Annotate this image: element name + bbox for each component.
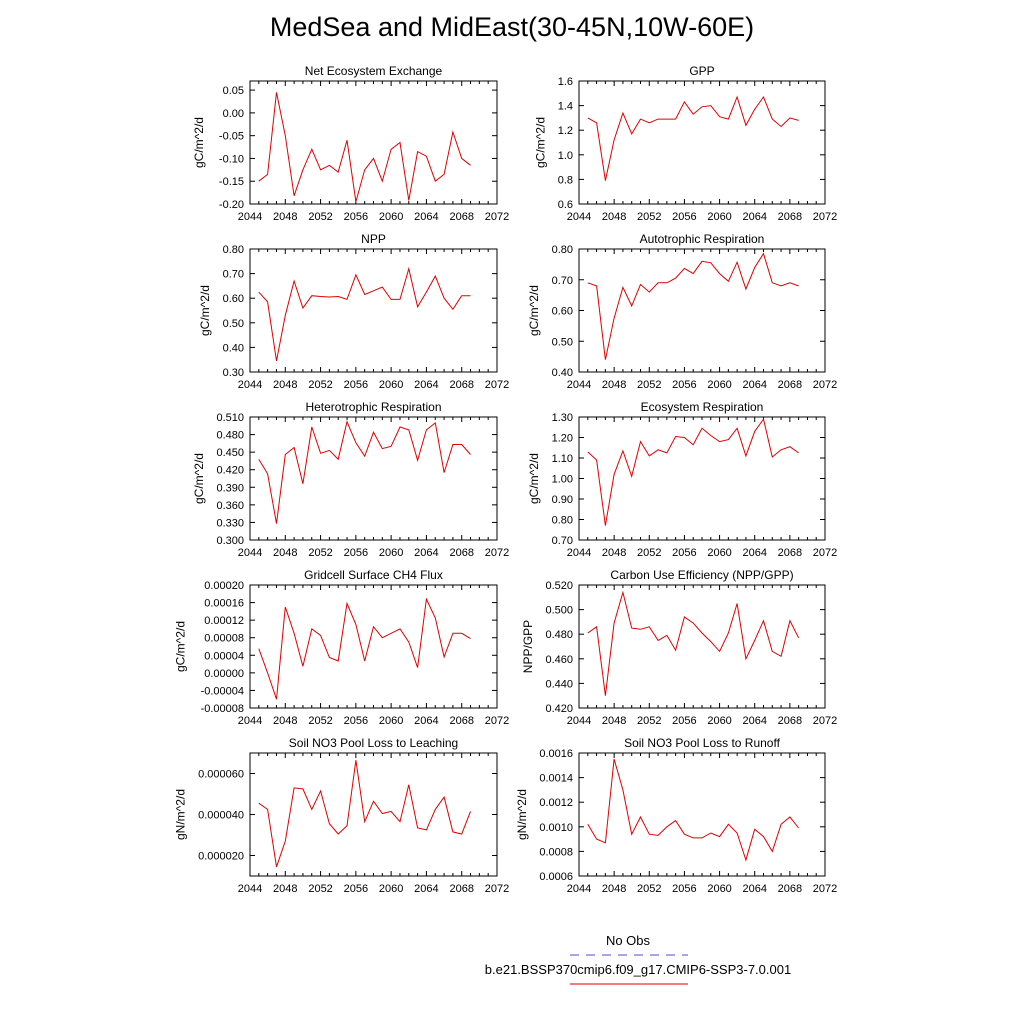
x-tick-label: 2056 [343,715,369,727]
x-tick-label: 2064 [742,547,767,559]
y-tick-label: -0.00008 [200,703,244,715]
y-axis-label: gN/m^2/d [173,789,188,840]
y-tick-label: -0.10 [218,153,244,166]
y-tick-label: 1.10 [551,453,573,465]
y-tick-label: 0.480 [216,429,244,442]
x-tick-label: 2060 [378,883,404,895]
y-tick-label: 0.520 [545,580,573,592]
x-tick-label: 2056 [343,211,369,223]
y-tick-label: 0.00020 [204,580,244,592]
x-tick-label: 2056 [672,547,697,559]
x-tick-label: 2048 [273,379,298,391]
x-tick-label: 2064 [742,379,767,391]
x-tick-label: 2072 [484,211,510,223]
y-tick-label: 0.40 [222,342,244,355]
x-tick-label: 2064 [742,883,767,895]
y-tick-label: 0.80 [222,244,244,256]
panel-7 [173,568,509,727]
series-line [588,419,799,525]
x-tick-label: 2060 [378,379,404,391]
y-tick-label: 0.500 [545,604,573,617]
x-tick-label: 2068 [777,211,803,223]
x-tick-label: 2068 [449,883,474,895]
y-tick-label: -0.05 [218,130,244,143]
y-tick-label: 0.0012 [539,797,573,810]
y-tick-label: 0.70 [222,268,244,281]
y-tick-label: 0.460 [545,653,573,666]
x-tick-label: 2060 [378,715,404,727]
plot-frame [579,417,825,540]
x-tick-label: 2056 [672,211,697,223]
y-tick-label: 0.00000 [204,667,244,680]
y-axis-label: gC/m^2/d [198,285,213,336]
y-tick-label: 0.00008 [204,632,244,645]
x-tick-label: 2060 [378,547,404,559]
x-tick-label: 2052 [308,883,333,895]
x-tick-label: 2048 [273,547,298,559]
plot-frame [250,753,497,876]
x-tick-label: 2052 [308,211,333,223]
y-tick-label: 0.440 [545,678,573,691]
plot-frame [579,81,825,204]
x-tick-label: 2064 [414,211,439,223]
x-tick-label: 2072 [484,715,510,727]
x-tick-label: 2052 [637,379,662,391]
y-tick-label: 0.00012 [204,615,244,628]
y-tick-label: 1.00 [551,473,573,486]
y-axis-label: gC/m^2/d [192,453,206,504]
y-tick-label: 0.50 [551,336,573,349]
x-tick-label: 2056 [343,883,369,895]
x-tick-label: 2064 [742,715,767,727]
plot-frame [250,417,497,540]
series-line [588,254,799,360]
y-axis-label: gC/m^2/d [533,117,548,168]
x-tick-label: 2068 [777,883,803,895]
x-tick-label: 2060 [378,211,404,223]
x-tick-label: 2044 [566,547,592,559]
x-tick-label: 2044 [237,883,263,895]
y-tick-label: 0.6 [557,199,573,211]
x-tick-label: 2048 [273,211,298,223]
series-line [588,759,799,860]
legend-obs-label: No Obs [605,933,651,948]
x-tick-label: 2064 [414,883,439,895]
y-tick-label: 0.0008 [539,846,573,859]
plot-frame [250,81,497,204]
x-tick-label: 2072 [812,715,838,727]
y-tick-label: 1.2 [557,125,573,138]
y-tick-label: 1.20 [551,432,573,445]
panel-title: Soil NO3 Pool Loss to Runoff [624,736,780,750]
y-tick-label: 0.00004 [204,650,244,663]
plot-frame [250,585,497,708]
figure-title: MedSea and MidEast(30-45N,10W-60E) [269,12,755,42]
x-tick-label: 2068 [449,379,474,391]
x-tick-label: 2072 [484,883,510,895]
x-tick-label: 2072 [812,211,838,223]
series-line [259,269,471,361]
y-tick-label: 0.05 [222,85,244,98]
x-tick-label: 2052 [637,715,662,727]
y-tick-label: 0.60 [551,305,573,318]
panel-title: NPP [361,232,386,246]
panel-2 [533,64,837,223]
y-tick-label: 1.4 [557,100,573,113]
y-tick-label: 0.0006 [539,871,573,883]
plot-frame [579,585,825,708]
panel-title: Ecosystem Respiration [640,400,764,414]
x-tick-label: 2060 [707,547,732,559]
x-tick-label: 2068 [777,379,803,391]
x-tick-label: 2060 [707,379,732,391]
y-tick-label: 0.50 [222,317,244,330]
x-tick-label: 2068 [449,211,474,223]
x-tick-label: 2044 [566,715,592,727]
x-tick-label: 2056 [343,379,369,391]
x-tick-label: 2064 [414,379,439,391]
panel-10 [515,736,837,895]
y-tick-label: 1.30 [551,412,573,424]
y-tick-label: 0.60 [222,293,244,306]
panel-title: Carbon Use Efficiency (NPP/GPP) [610,568,794,582]
y-axis-label: gC/m^2/d [527,453,542,504]
y-tick-label: 0.300 [216,535,244,547]
x-tick-label: 2072 [812,883,838,895]
x-tick-label: 2072 [484,379,510,391]
panel-5 [192,400,509,559]
series-line [588,592,799,695]
y-tick-label: 0.390 [216,482,244,495]
x-tick-label: 2044 [566,211,592,223]
x-tick-label: 2064 [414,715,439,727]
x-tick-label: 2056 [343,547,369,559]
y-tick-label: 0.40 [551,367,573,379]
x-tick-label: 2064 [414,547,439,559]
y-tick-label: 0.330 [216,517,244,530]
x-tick-label: 2048 [273,883,298,895]
y-tick-label: -0.20 [218,199,244,211]
y-tick-label: 0.0016 [539,748,573,760]
y-tick-label: 1.6 [557,76,573,88]
x-tick-label: 2048 [601,883,627,895]
x-tick-label: 2044 [237,715,263,727]
plot-frame [579,753,825,876]
panel-title: Gridcell Surface CH4 Flux [304,568,443,582]
x-tick-label: 2048 [601,715,627,727]
panel-1 [192,64,509,223]
x-tick-label: 2048 [273,715,298,727]
y-tick-label: 0.0010 [539,821,573,834]
panel-9 [173,736,509,895]
x-tick-label: 2072 [484,547,510,559]
y-tick-label: 0.420 [216,464,244,477]
series-line [259,760,471,867]
y-tick-label: -0.15 [218,176,244,189]
x-tick-label: 2044 [237,211,263,223]
y-axis-label: gC/m^2/d [192,117,206,168]
y-tick-label: 0.70 [551,274,573,287]
panel-4 [527,232,837,391]
y-tick-label: 0.8 [557,174,573,187]
series-line [259,92,471,201]
x-tick-label: 2044 [237,379,263,391]
x-tick-label: 2068 [777,715,803,727]
x-tick-label: 2048 [601,211,627,223]
y-tick-label: 1.0 [557,149,573,162]
panel-3 [198,232,509,391]
y-tick-label: 0.80 [551,244,573,256]
legend-model-label: b.e21.BSSP370cmip6.f09_g17.CMIP6-SSP3-7.0.001 [484,962,792,977]
y-tick-label: 0.000060 [198,768,244,781]
x-tick-label: 2044 [237,547,263,559]
y-axis-label: gC/m^2/d [173,621,188,672]
y-tick-label: 0.480 [545,629,573,642]
x-tick-label: 2052 [637,211,662,223]
panel-title: Soil NO3 Pool Loss to Leaching [288,736,459,750]
y-tick-label: 0.510 [216,412,244,424]
x-tick-label: 2068 [777,547,803,559]
x-tick-label: 2044 [566,883,592,895]
x-tick-label: 2068 [449,715,474,727]
x-tick-label: 2072 [812,547,838,559]
y-tick-label: 0.420 [545,703,573,715]
x-tick-label: 2048 [601,547,627,559]
x-tick-label: 2072 [812,379,838,391]
y-tick-label: 0.00 [222,107,244,120]
y-tick-label: 0.000040 [198,809,244,822]
y-tick-label: 0.00016 [204,597,244,610]
y-tick-label: 0.000020 [198,850,244,863]
x-tick-label: 2060 [707,883,732,895]
x-tick-label: 2052 [308,379,333,391]
x-tick-label: 2052 [637,883,662,895]
x-tick-label: 2068 [449,547,474,559]
y-axis-label: NPP/GPP [521,619,535,674]
x-tick-label: 2056 [672,379,697,391]
panel-8 [521,568,837,727]
x-tick-label: 2052 [308,547,333,559]
panel-6 [527,400,837,559]
panel-title: GPP [689,64,715,78]
y-tick-label: 0.70 [551,535,573,547]
y-tick-label: 0.450 [216,447,244,460]
x-tick-label: 2056 [672,883,697,895]
x-tick-label: 2052 [308,715,333,727]
series-line [588,97,799,181]
x-tick-label: 2048 [601,379,627,391]
y-axis-label: gC/m^2/d [527,285,542,336]
panel-title: Heterotrophic Respiration [305,400,442,414]
y-axis-label: gN/m^2/d [514,789,529,840]
y-tick-label: 0.90 [551,494,573,506]
y-tick-label: 0.30 [222,367,244,379]
series-line [259,599,471,699]
series-line [259,422,471,524]
x-tick-label: 2056 [672,715,697,727]
y-tick-label: 0.360 [216,499,244,512]
y-tick-label: -0.00004 [200,685,244,698]
x-tick-label: 2064 [742,211,767,223]
x-tick-label: 2052 [637,547,662,559]
x-tick-label: 2060 [707,715,732,727]
panel-title: Autotrophic Respiration [639,232,765,246]
x-tick-label: 2044 [566,379,592,391]
y-tick-label: 0.0014 [539,772,573,785]
x-tick-label: 2060 [707,211,732,223]
panel-title: Net Ecosystem Exchange [304,64,443,78]
y-tick-label: 0.80 [551,514,573,527]
